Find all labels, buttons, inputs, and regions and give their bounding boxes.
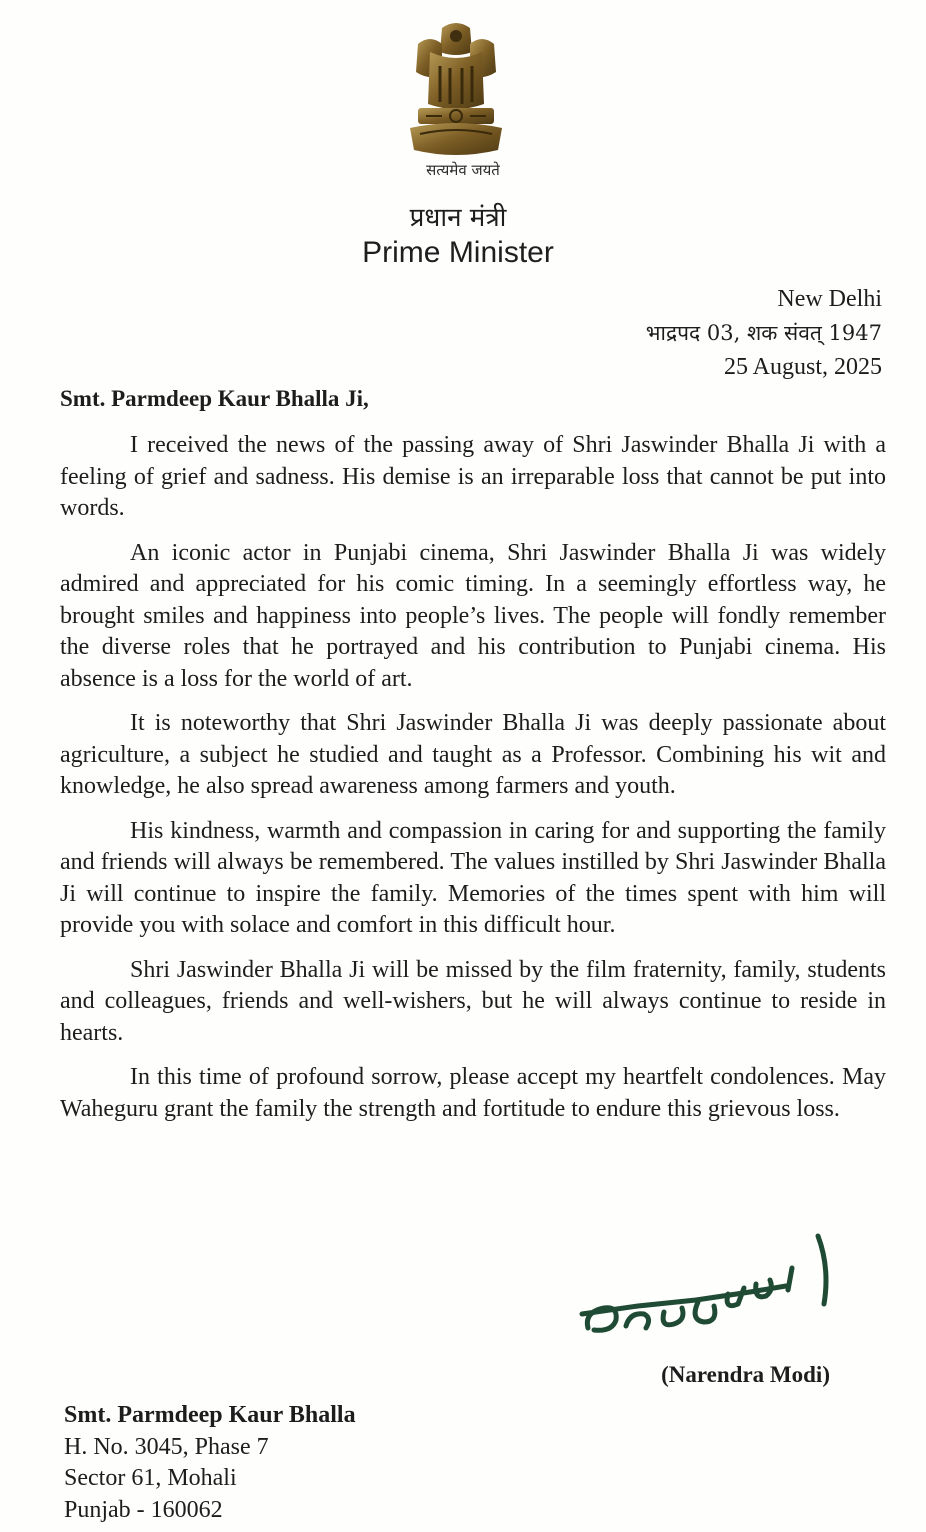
address-line: Sector 61, Mohali <box>64 1465 237 1491</box>
place: New Delhi <box>777 286 882 312</box>
paragraph: Shri Jaswinder Bhalla Ji will be missed by the film fraternity, family, students and colleagues, friends and well-wishers, but he will always continue to reside in hearts. <box>60 956 886 1046</box>
letter-body <box>60 430 886 1138</box>
paragraph: In this time of profound sorrow, please accept my heartfelt condolences. May Waheguru grant the family the strength and fortitude to endure this grievous loss. <box>60 1064 886 1122</box>
paragraph: His kindness, warmth and compassion in caring for and supporting the family and friends will always be remembered. The values instilled by Shri Jaswinder Bhalla Ji will continue to inspire the family. Memories of the times spent with him will provide you with solace and comfort in this difficult hour. <box>60 817 886 938</box>
address-name: Smt. Parmdeep Kaur Bhalla <box>64 1402 356 1428</box>
paragraph: It is noteworthy that Shri Jaswinder Bhalla Ji was deeply passionate about agriculture, a subject he studied and taught as a Professor. Combining his wit and knowledge, he also spread awareness among farmers and youth. <box>60 710 886 799</box>
signer-name: (Narendra Modi) <box>661 1362 830 1387</box>
paragraph: An iconic actor in Punjabi cinema, Shri Jaswinder Bhalla Ji was widely admired and appreciated for his comic timing. In a seemingly effortless way, he brought smiles and happiness into people’s lives. The people will fondly remember the diverse roles that he portrayed and his contribution to Punjabi cinema. His absence is a loss for the world of art. <box>60 539 886 692</box>
date: 25 August, 2025 <box>723 354 882 380</box>
place-date-block <box>646 282 882 384</box>
state-emblem-icon <box>400 18 512 160</box>
salutation: Smt. Parmdeep Kaur Bhalla Ji, <box>60 386 369 411</box>
hindi-date: भाद्रपद 03, शक संवत् 1947 <box>645 321 882 345</box>
recipient-address <box>64 1400 356 1526</box>
emblem-motto: सत्यमेव जयते <box>426 161 500 179</box>
office-title-english: Prime Minister <box>362 236 554 269</box>
address-line: H. No. 3045, Phase 7 <box>64 1433 269 1460</box>
paragraph: I received the news of the passing away of Shri Jaswinder Bhalla Ji with a feeling of grief and sadness. His demise is an irreparable loss that cannot be put into words. <box>60 432 886 521</box>
office-title-hindi: प्रधान मंत्री <box>409 203 507 233</box>
address-line: Punjab - 160062 <box>64 1496 223 1523</box>
handwritten-signature <box>578 1228 838 1348</box>
